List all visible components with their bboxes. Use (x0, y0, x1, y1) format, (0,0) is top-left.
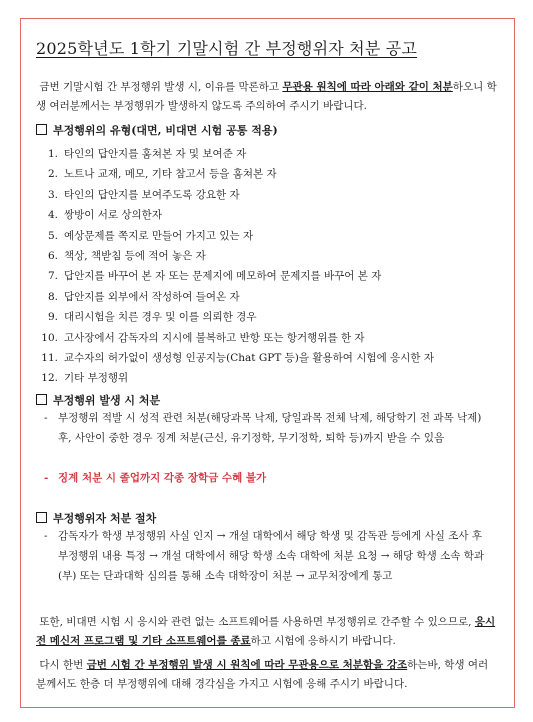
violation-type-text: 예상문제를 쪽지로 만들어 가지고 있는 자 (64, 229, 254, 242)
violation-type-number: 11. (41, 351, 58, 364)
violation-type-number: 9. (47, 311, 58, 324)
violation-type-number: 10. (41, 331, 58, 344)
violation-type-item (36, 144, 496, 164)
penalty-alert-item (44, 468, 494, 488)
intro-text-2: 하오니 학생 여러분께서는 부정행위가 발생하지 않도록 주의하여 주시기 바랍니다. (36, 81, 497, 112)
procedure-item-text: 감독자가 학생 부정행위 사실 인지 → 개설 대학에서 해당 학생 및 감독관 등에게 사실 조사 후 부정행위 내용 특정 → 개설 대학에서 해당 학생 소속 대학에 처분 요청 → 해당 학생 소속 학과(부) 또는 단과대학 심의를 통해 소속 대학장이 처분 → 교무처장에게 통고 (58, 530, 485, 582)
dash-bullet: - (44, 412, 48, 424)
violation-type-text: 기타 부정행위 (64, 372, 129, 385)
violation-type-item (36, 185, 496, 205)
checkbox-icon (36, 394, 47, 405)
closing1-text-2: 하고 시험에 응하시기 바랍니다. (250, 635, 396, 647)
violation-type-item (36, 307, 496, 327)
violation-type-number: 1. (47, 148, 58, 160)
closing-paragraph-1 (36, 613, 498, 651)
violation-type-number: 6. (47, 249, 58, 262)
violation-type-text: 답안지를 외부에서 작성하여 들여온 자 (64, 290, 240, 303)
section-procedure-label: 부정행위자 처분 절차 (53, 512, 157, 525)
violation-type-text: 답안지를 바꾸어 본 자 또는 문제지에 메모하여 문제지를 바꾸어 본 자 (64, 270, 382, 283)
violation-type-item (36, 328, 496, 348)
violation-type-text: 책상, 책받침 등에 적어 놓은 자 (64, 249, 206, 262)
violation-type-text: 대리시험을 치른 경우 및 이를 의뢰한 경우 (64, 311, 257, 324)
page-title: 2025학년도 1학기 기말시험 간 부정행위자 처분 공고 (36, 39, 418, 58)
penalty-item (44, 408, 494, 448)
violation-type-item (36, 205, 496, 225)
violation-type-text: 고사장에서 감독자의 지시에 불복하고 반항 또는 항거행위를 한 자 (64, 331, 365, 344)
section-penalty-label: 부정행위 발생 시 처분 (53, 394, 161, 407)
dash-bullet: - (44, 472, 49, 484)
violation-type-number: 2. (47, 168, 58, 181)
violation-type-item (36, 287, 496, 307)
dash-bullet: - (44, 530, 48, 542)
violation-type-text: 노트나 교재, 메모, 기타 참고서 등을 훔쳐본 자 (64, 168, 277, 181)
section-heading-types (36, 122, 278, 138)
closing-paragraph-2 (36, 656, 498, 694)
violation-type-number: 3. (47, 188, 58, 201)
violation-type-text: 타인의 답안지를 보여주도록 강요한 자 (64, 188, 240, 201)
violation-type-item (36, 266, 496, 286)
violation-type-number: 8. (47, 290, 58, 303)
violation-type-item (36, 226, 496, 246)
violation-type-item (36, 246, 496, 266)
violation-type-item (36, 348, 496, 368)
closing1-emphasis: 응시 전 메신저 프로그램 및 기타 소프트웨어를 종료 (36, 616, 496, 647)
violation-type-text: 타인의 답안지를 훔쳐본 자 및 보여준 자 (64, 148, 247, 160)
violation-type-item (36, 164, 496, 184)
violation-type-list (36, 144, 496, 389)
intro-text-1: 금번 기말시험 간 부정행위 발생 시, 이유를 막론하고 (39, 81, 283, 93)
intro-paragraph (36, 78, 498, 116)
violation-type-item (36, 368, 496, 388)
checkbox-icon (36, 512, 47, 523)
violation-type-number: 5. (47, 229, 58, 242)
section-heading-penalty (36, 392, 160, 408)
closing2-emphasis: 금번 시험 간 부정행위 발생 시 원칙에 따라 무관용으로 처분함을 강조 (86, 659, 408, 671)
intro-emphasis: 무관용 원칙에 따라 아래와 같이 처분 (282, 81, 453, 93)
violation-type-text: 교수자의 허가없이 생성형 인공지능(Chat GPT 등)을 활용하여 시험에 응시한 자 (64, 351, 434, 364)
violation-type-number: 12. (41, 372, 58, 385)
checkbox-icon (36, 124, 47, 135)
closing2-text-2: 하는바, 학생 여러분께서도 한층 더 부정행위에 대해 경각심을 가지고 시험에 응해 주시기 바랍니다. (36, 659, 489, 690)
penalty-item-text: 부정행위 적발 시 성적 관련 처분(해당과목 낙제, 당일과목 전체 낙제, 해당학기 전 과목 낙제) 후, 사안이 중한 경우 징계 처분(근신, 유기정학, 무기정학, 퇴학 등)까지 받을 수 있음 (58, 412, 482, 444)
violation-type-number: 4. (47, 209, 58, 222)
penalty-alert-text: 징계 처분 시 졸업까지 각종 장학금 수혜 불가 (58, 472, 267, 484)
violation-type-number: 7. (47, 270, 58, 283)
procedure-item (44, 526, 494, 586)
violation-type-text: 쌍방이 서로 상의한자 (64, 209, 162, 222)
closing2-text-1: 다시 한번 (39, 659, 87, 671)
closing1-text-1: 또한, 비대면 시험 시 응시와 관련 없는 소프트웨어를 사용하면 부정행위로 간주할 수 있으므로, (39, 616, 475, 628)
section-heading-procedure (36, 510, 156, 526)
section-types-label: 부정행위의 유형(대면, 비대면 시험 공통 적용) (53, 124, 278, 137)
